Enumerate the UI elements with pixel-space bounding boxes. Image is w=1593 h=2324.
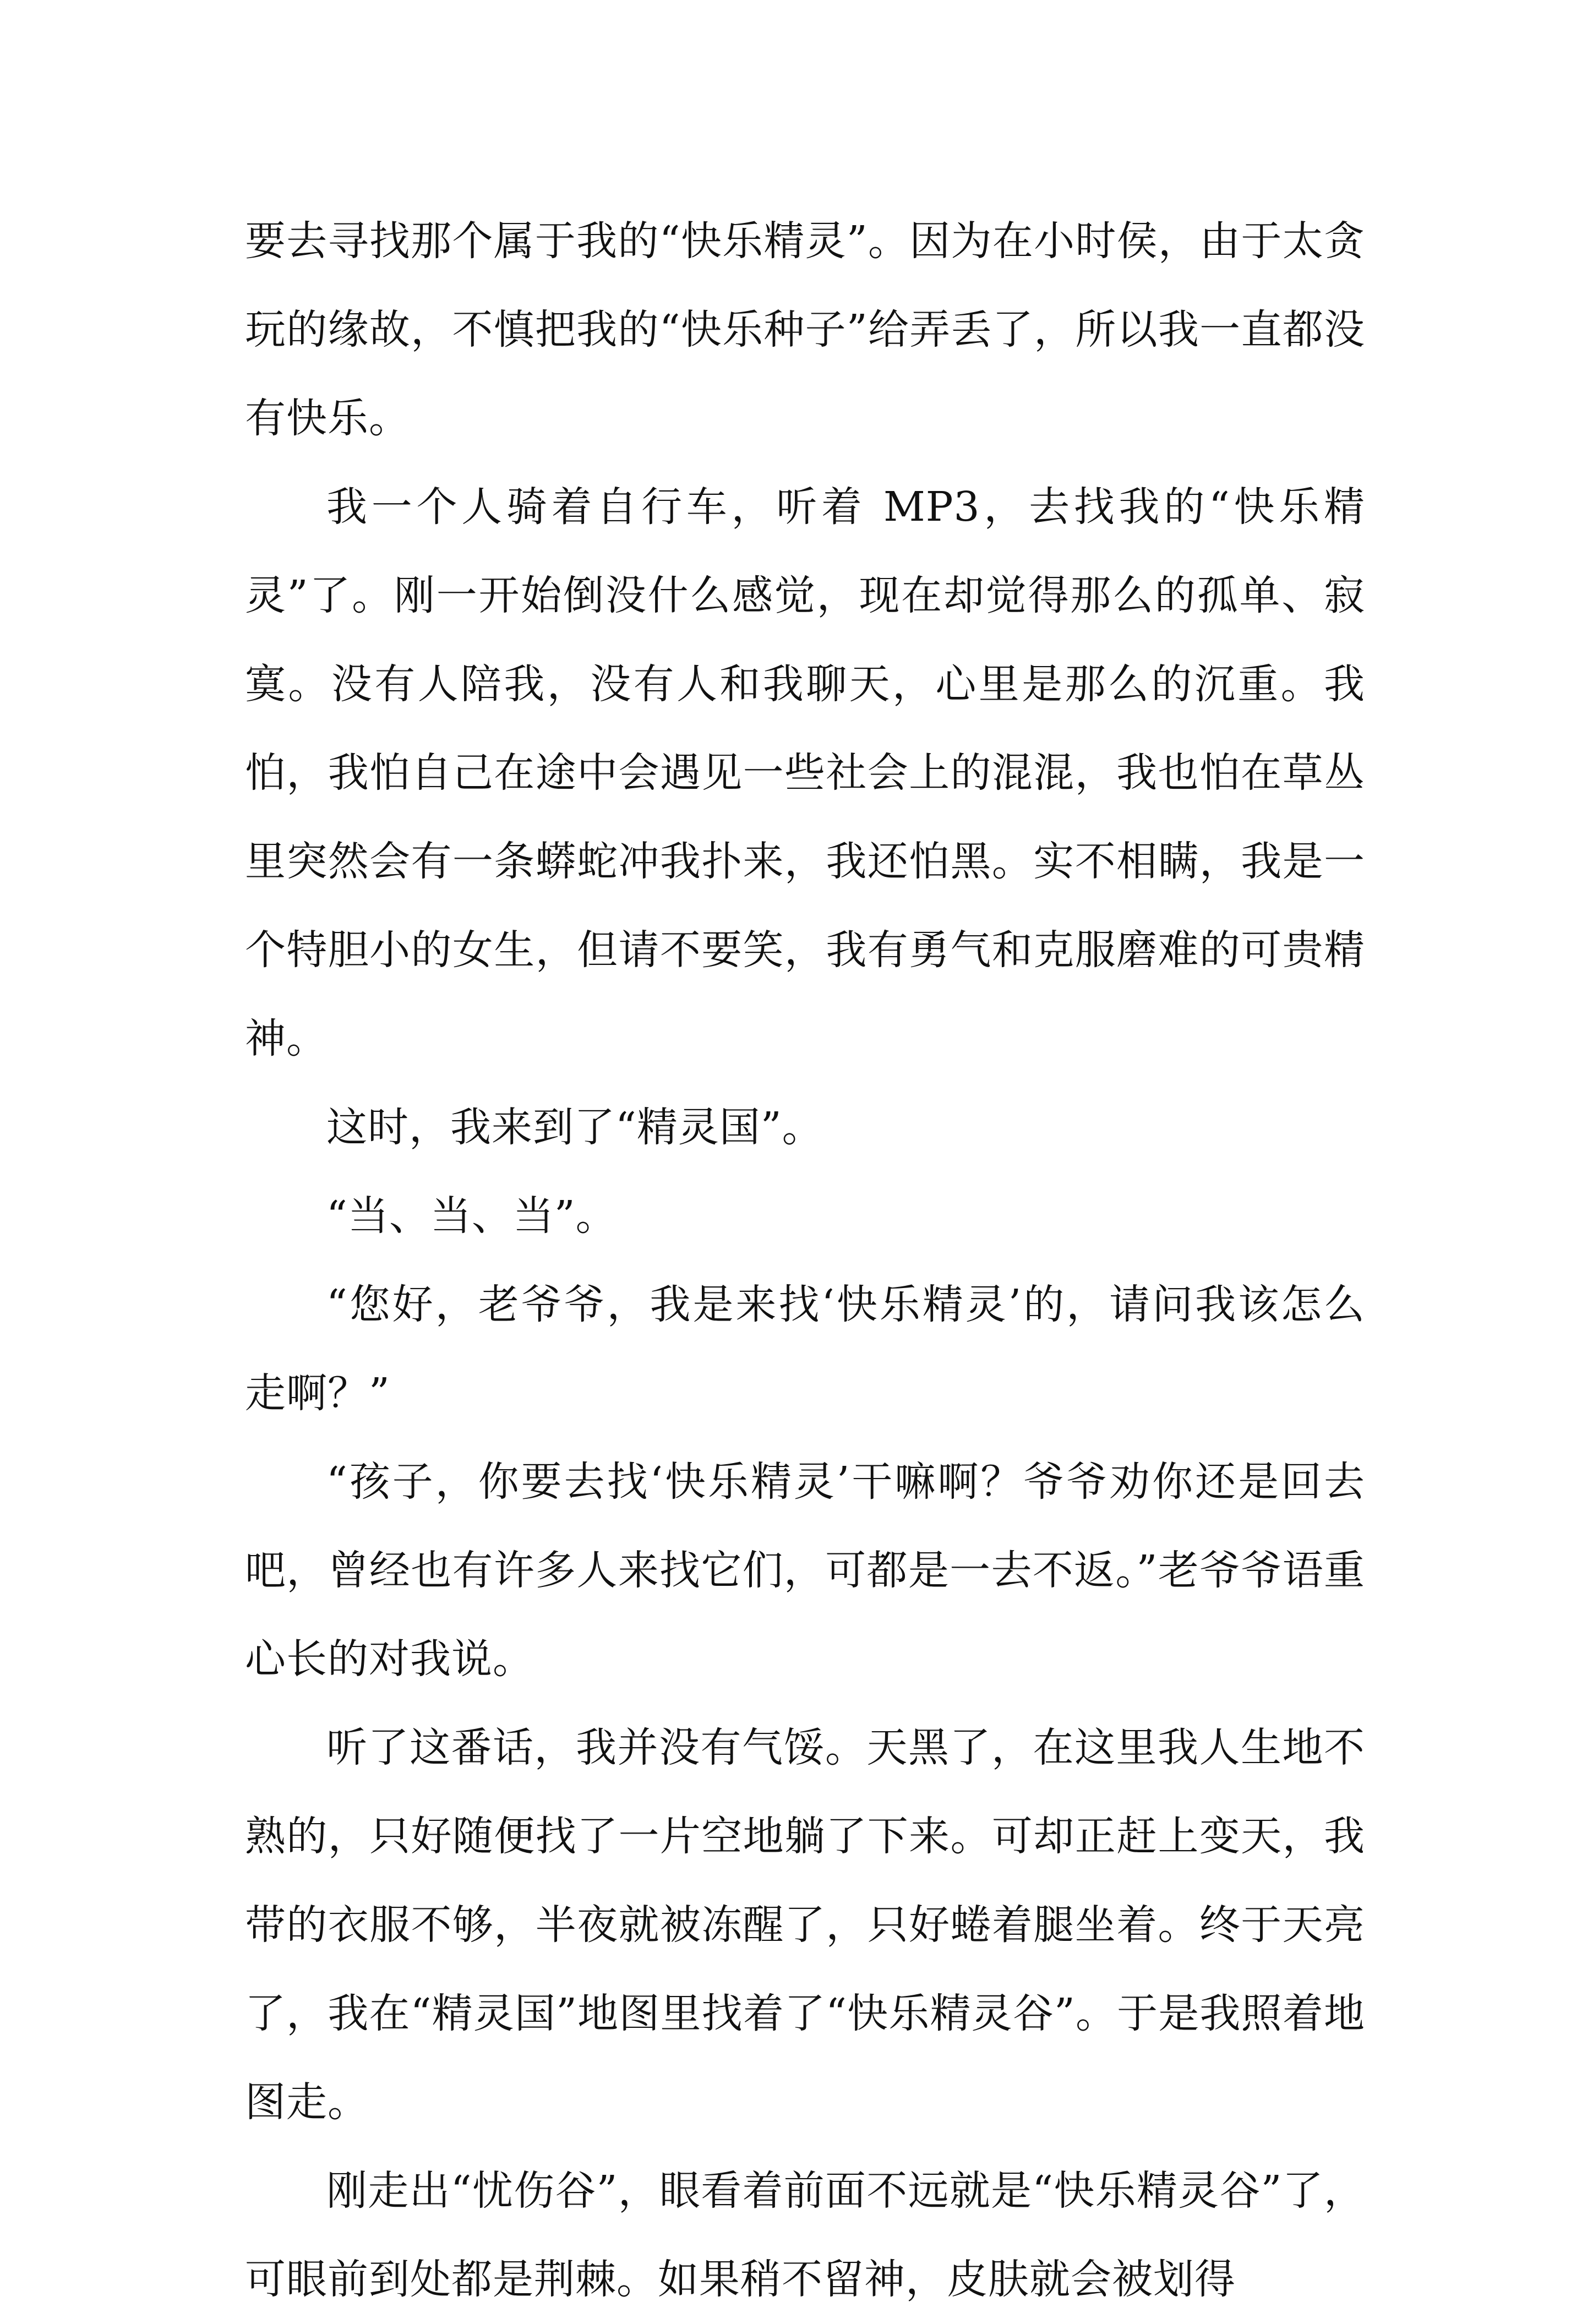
paragraph: 听了这番话，我并没有气馁。天黑了，在这里我人生地不熟的，只好随便找了一片空地躺了下来。可却正赶上变天，我带的衣服不够，半夜就被冻醒了，只好蜷着腿坐着。终于天亮了，我在“精灵国”地图里找着了“快乐精灵谷”。于是我照着地图走。 bbox=[245, 1724, 1365, 2126]
paragraph: 刚走出“忧伤谷”，眼看着前面不远就是“快乐精灵谷”了，可眼前到处都是荆棘。如果稍不留神，皮肤就会被划得 bbox=[245, 2167, 1365, 2303]
paragraph: “当、当、当”。 bbox=[326, 1192, 617, 1240]
paragraph: 要去寻找那个属于我的“快乐精灵”。因为在小时侯，由于太贪玩的缘故，不慎把我的“快乐种子”给弄丢了，所以我一直都没有快乐。 bbox=[245, 217, 1365, 442]
paragraph: 这时，我来到了“精灵国”。 bbox=[326, 1104, 823, 1151]
paragraph: “孩子，你要去找‘快乐精灵’干嘛啊？爷爷劝你还是回去吧，曾经也有许多人来找它们，可都是一去不返。”老爷爷语重心长的对我说。 bbox=[245, 1458, 1365, 1683]
paragraph: 我一个人骑着自行车，听着 MP3，去找我的“快乐精灵”了。刚一开始倒没什么感觉，现在却觉得那么的孤单、寂寞。没有人陪我，没有人和我聊天，心里是那么的沉重。我怕，我怕自己在途中会遇见一些社会上的混混，我也怕在草丛里突然会有一条蟒蛇冲我扑来，我还怕黑。实不相瞒，我是一个特胆小的女生，但请不要笑，我有勇气和克服磨难的可贵精神。 bbox=[245, 483, 1365, 1062]
paragraph: “您好，老爷爷，我是来找‘快乐精灵’的，请问我该怎么走啊？” bbox=[245, 1281, 1365, 1417]
body-text bbox=[245, 197, 1365, 2324]
